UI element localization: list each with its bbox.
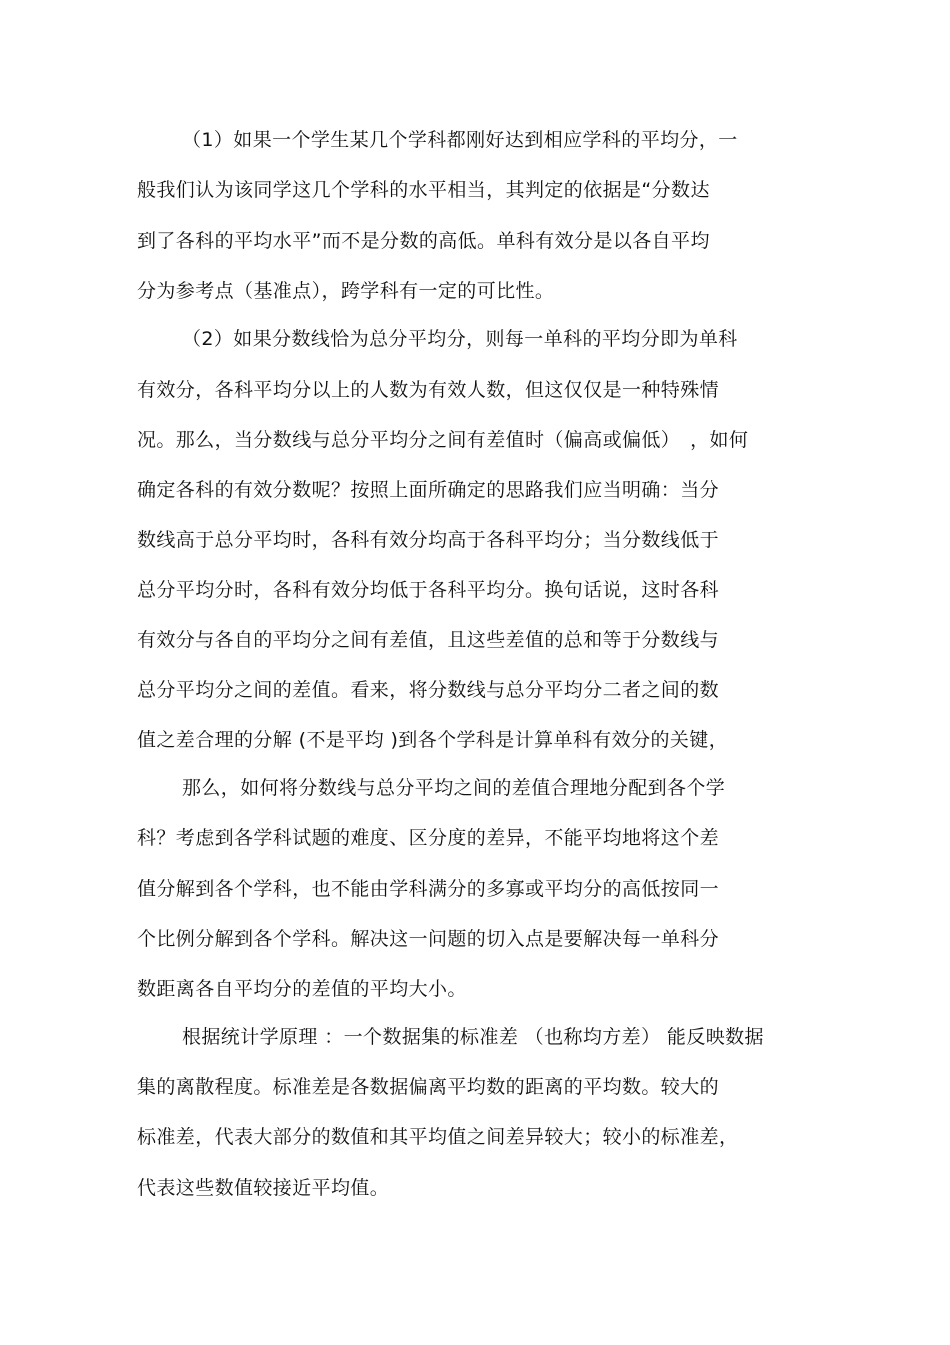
text-line: 数线高于总分平均时，各科有效分均高于各科平均分；当分数线低于 <box>137 529 720 551</box>
text-line: 科？考虑到各学科试题的难度、区分度的差异，不能平均地将这个差 <box>137 827 720 849</box>
text-line: 分为参考点（基准点），跨学科有一定的可比性。 <box>137 280 555 302</box>
text-line: 总分平均分时，各科有效分均低于各科平均分。换句话说，这时各科 <box>137 579 720 601</box>
text-line: 集的离散程度。标准差是各数据偏离平均数的距离的平均数。较大的 <box>137 1076 720 1098</box>
text-line: 值之差合理的分解 (不是平均 )到各个学科是计算单科有效分的关键， <box>137 729 729 751</box>
text-line: 那么，如何将分数线与总分平均之间的差值合理地分配到各个学 <box>182 777 726 799</box>
text-line: 有效分与各自的平均分之间有差值，且这些差值的总和等于分数线与 <box>137 629 720 651</box>
text-line: 标准差，代表大部分的数值和其平均值之间差异较大；较小的标准差， <box>137 1126 739 1148</box>
text-line: 有效分，各科平均分以上的人数为有效人数，但这仅仅是一种特殊情 <box>137 379 720 401</box>
text-line: 值分解到各个学科，也不能由学科满分的多寡或平均分的高低按同一 <box>137 878 720 900</box>
text-line: 代表这些数值较接近平均值。 <box>137 1177 390 1199</box>
text-line: 到了各科的平均水平”而不是分数的高低。单科有效分是以各自平均 <box>137 230 710 252</box>
text-line: 般我们认为该同学这几个学科的水平相当，其判定的依据是“分数达 <box>137 179 710 201</box>
text-line: 根据统计学原理 ：一个数据集的标准差 （也称均方差） 能反映数据 <box>182 1026 764 1048</box>
text-line: 个比例分解到各个学科。解决这一问题的切入点是要解决每一单科分 <box>137 928 720 950</box>
text-line: 确定各科的有效分数呢？按照上面所确定的思路我们应当明确：当分 <box>137 479 720 501</box>
text-line: 数距离各自平均分的差值的平均大小。 <box>137 978 467 1000</box>
text-line: （2）如果分数线恰为总分平均分，则每一单科的平均分即为单科 <box>182 328 738 350</box>
text-line: 况。那么，当分数线与总分平均分之间有差值时（偏高或偏低） ，如何 <box>137 429 749 451</box>
text-line: 总分平均分之间的差值。看来，将分数线与总分平均分二者之间的数 <box>137 679 720 701</box>
text-line: （1）如果一个学生某几个学科都刚好达到相应学科的平均分，一 <box>182 129 738 151</box>
